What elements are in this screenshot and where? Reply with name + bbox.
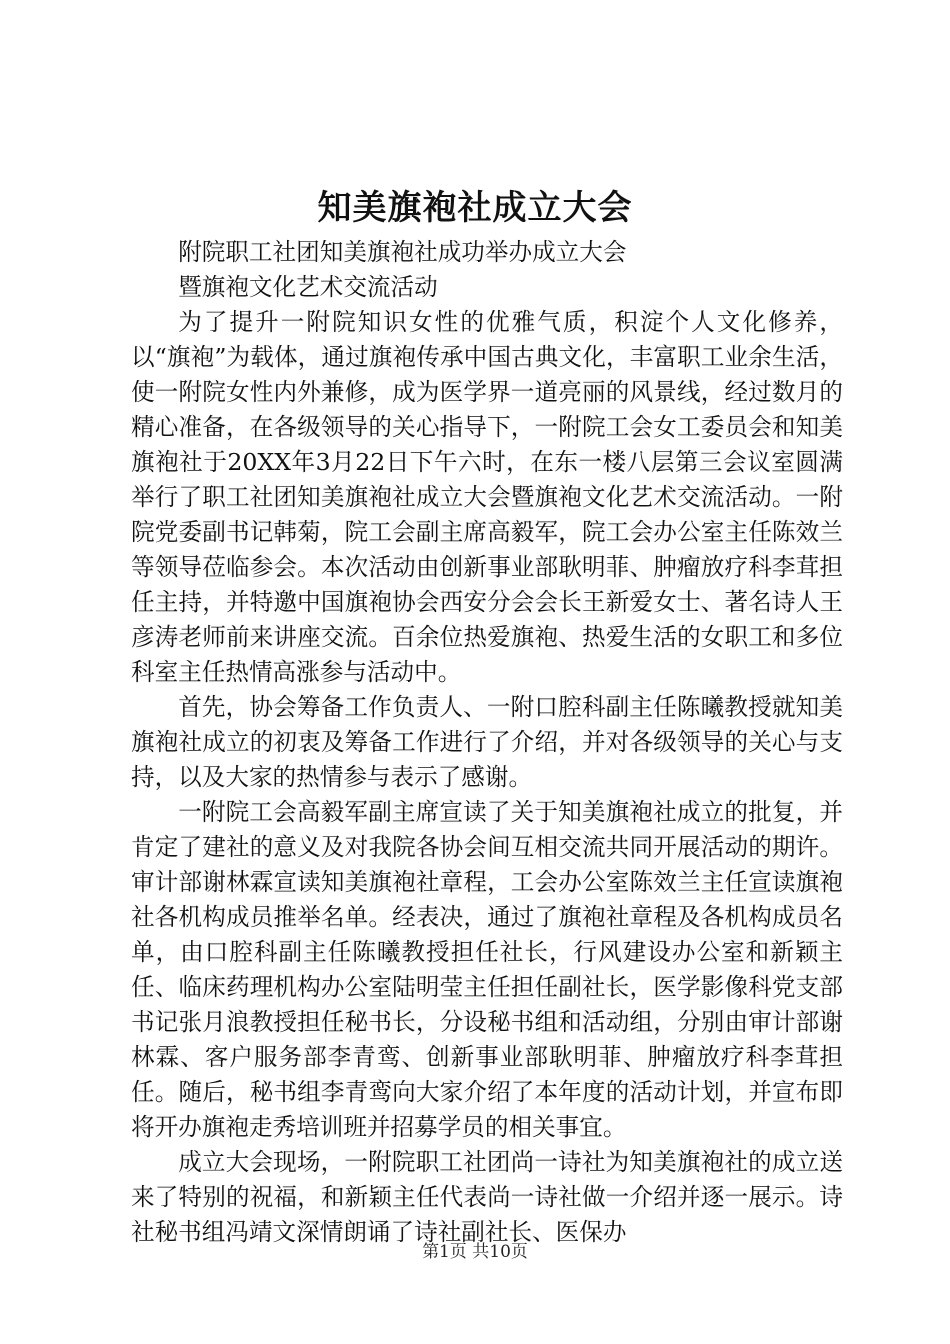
paragraph: 成立大会现场，一附院职工社团尚一诗社为知美旗袍社的成立送来了特别的祝福，和新颖主任代表尚一诗社做一介绍并逐一展示。诗社秘书组冯靖文深情朗诵了诗社副社长、医保办	[131, 1148, 843, 1246]
subtitle-line-2: 暨旗袍文化艺术交流活动	[178, 273, 438, 301]
page-number-footer: 第1页 共10页	[422, 1242, 528, 1262]
document-body	[131, 235, 843, 1250]
subtitle-line-1: 附院职工社团知美旗袍社成功举办成立大会	[178, 238, 627, 266]
paragraph: 为了提升一附院知识女性的优雅气质，积淀个人文化修养，以“旗袍”为载体，通过旗袍传承中国古典文化，丰富职工业余生活，使一附院女性内外兼修，成为医学界一道亮丽的风景线，经过数月的精心准备，在各级领导的关心指导下，一附院工会女工委员会和知美旗袍社于20XX年3月22日下午六时，在东一楼八层第三会议室圆满举行了职工社团知美旗袍社成立大会暨旗袍文化艺术交流活动。一附院党委副书记韩菊，院工会副主席高毅军，院工会办公室主任陈效兰等领导莅临参会。本次活动由创新事业部耿明菲、肿瘤放疗科李茸担任主持，并特邀中国旗袍协会西安分会会长王新爱女士、著名诗人王彦涛老师前来讲座交流。百余位热爱旗袍、热爱生活的女职工和多位科室主任热情高涨参与活动中。	[131, 308, 843, 686]
paragraph: 一附院工会高毅军副主席宣读了关于知美旗袍社成立的批复，并肯定了建社的意义及对我院各协会间互相交流共同开展活动的期许。审计部谢林霖宣读知美旗袍社章程，工会办公室陈效兰主任宣读旗袍社各机构成员推举名单。经表决，通过了旗袍社章程及各机构成员名单，由口腔科副主任陈曦教授担任社长，行风建设办公室和新颖主任、临床药理机构办公室陆明莹主任担任副社长，医学影像科党支部书记张月浪教授担任秘书长，分设秘书组和活动组，分别由审计部谢林霖、客户服务部李青鸾、创新事业部耿明菲、肿瘤放疗科李茸担任。随后，秘书组李青鸾向大家介绍了本年度的活动计划，并宣布即将开办旗袍走秀培训班并招募学员的相关事宜。	[131, 798, 843, 1141]
paragraph: 首先，协会筹备工作负责人、一附口腔科副主任陈曦教授就知美旗袍社成立的初衷及筹备工作进行了介绍，并对各级领导的关心与支持，以及大家的热情参与表示了感谢。	[131, 693, 843, 791]
document-title: 知美旗袍社成立大会	[317, 188, 633, 228]
